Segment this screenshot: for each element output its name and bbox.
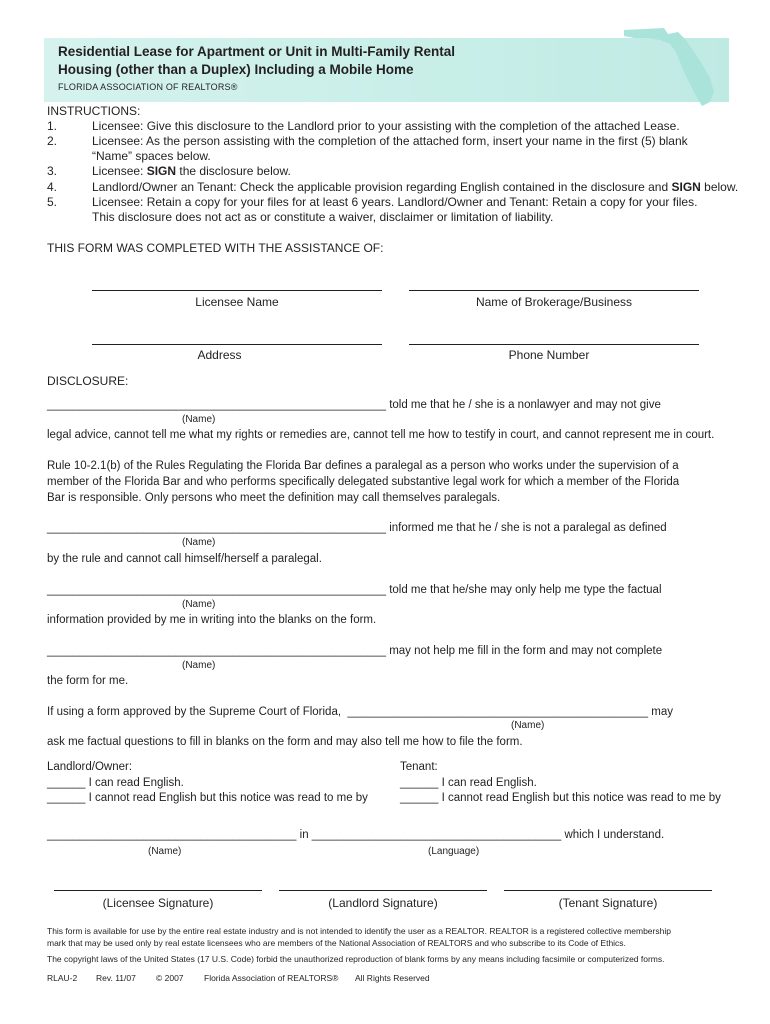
disclosure-name-blank-5[interactable]: _______________________________________________ bbox=[347, 706, 649, 718]
landlord-cannot-read: ______ I cannot read English but this notice was read to me by bbox=[47, 792, 368, 804]
instruction-number-4: 4. bbox=[47, 180, 58, 194]
sign-emphasis: SIGN bbox=[671, 180, 701, 194]
landlord-can-read: ______ I can read English. bbox=[47, 777, 184, 789]
tenant-signature-label: (Tenant Signature) bbox=[558, 896, 658, 910]
form-title-line1: Residential Lease for Apartment or Unit in Multi-Family Rental bbox=[58, 44, 456, 59]
instructions-heading: INSTRUCTIONS: bbox=[47, 104, 141, 118]
address-field[interactable] bbox=[92, 344, 382, 345]
sign-emphasis: SIGN bbox=[146, 164, 177, 178]
disclosure-heading: DISCLOSURE: bbox=[47, 374, 129, 388]
instruction-3: Licensee: SIGN the disclosure below. bbox=[92, 164, 291, 178]
disclosure-name-blank-4[interactable]: _____________________________________________________ may not help me fill in the form and may not complete bbox=[47, 645, 663, 657]
florida-map-icon bbox=[620, 22, 720, 108]
landlord-cannot-read-check[interactable]: ______ bbox=[47, 792, 86, 804]
form-title-line2: Housing (other than a Duplex) Including a Mobile Home bbox=[58, 62, 414, 77]
footer-association: Florida Association of REALTORS® bbox=[204, 973, 339, 983]
reader-name-blank[interactable]: _______________________________________ bbox=[47, 829, 297, 841]
language-label: (Language) bbox=[428, 846, 480, 857]
disclosure-paragraph-5: If using a form approved by the Supreme Court of Florida, _______________________________________________ may bbox=[47, 706, 673, 718]
tenant-cannot-read: ______ I cannot read English but this notice was read to me by bbox=[400, 792, 721, 804]
landlord-can-read-check[interactable]: ______ bbox=[47, 777, 86, 789]
tenant-signature-line[interactable] bbox=[504, 890, 712, 891]
language-blank[interactable]: _______________________________________ bbox=[311, 829, 562, 841]
brokerage-name-field[interactable] bbox=[409, 290, 699, 291]
tenant-cannot-read-check[interactable]: ______ bbox=[400, 792, 439, 804]
instruction-number-5: 5. bbox=[47, 195, 58, 209]
disclosure-name-blank-3[interactable]: _____________________________________________________ told me that he/she may only help me type the factual bbox=[47, 584, 662, 596]
instruction-2-cont: “Name” spaces below. bbox=[92, 149, 211, 163]
footer-disclaimer-1: This form is available for use by the entire real estate industry and is not intended to identify the user as a REALTOR. REALTOR is a registered collective membership bbox=[47, 926, 671, 936]
disclosure-name-blank-2[interactable]: _____________________________________________________ informed me that he / she is not a paralegal as defined bbox=[47, 522, 667, 534]
instruction-number-2: 2. bbox=[47, 134, 58, 148]
address-label: Address bbox=[197, 348, 242, 362]
instruction-number-1: 1. bbox=[47, 119, 58, 133]
licensee-name-label: Licensee Name bbox=[195, 295, 279, 309]
name-label: (Name) bbox=[182, 599, 216, 610]
instruction-2: Licensee: As the person assisting with the completion of the attached form, insert your name in the first (5) blank bbox=[92, 134, 688, 148]
disclosure-name-blank-1[interactable]: _____________________________________________________ told me that he / she is a nonlawyer and may not give bbox=[47, 399, 661, 411]
instruction-4: Landlord/Owner an Tenant: Check the applicable provision regarding English contained in the disclosure and SIGN below. bbox=[92, 180, 739, 194]
footer-disclaimer-2: mark that may be used only by real estate licensees who are members of the National Association of REALTORS and who subscribe to its Code of Ethics. bbox=[47, 938, 626, 948]
rule-line-1: Rule 10-2.1(b) of the Rules Regulating the Florida Bar defines a paralegal as a person who works under the supervision of a bbox=[47, 460, 679, 472]
instruction-1: Licensee: Give this disclosure to the Landlord prior to your assisting with the completion of the attached Lease. bbox=[92, 119, 680, 133]
assistance-heading: THIS FORM WAS COMPLETED WITH THE ASSISTANCE OF: bbox=[47, 241, 384, 255]
landlord-label: Landlord/Owner: bbox=[47, 761, 133, 773]
form-revision: Rev. 11/07 bbox=[96, 973, 136, 983]
disclosure-paragraph-1: legal advice, cannot tell me what my rights or remedies are, cannot tell me how to testify in court, and cannot represent me in court. bbox=[47, 429, 715, 441]
rule-line-2: member of the Florida Bar and who performs specifically delegated substantive legal work for which a member of the Florida bbox=[47, 476, 680, 488]
language-line: _______________________________________ in _______________________________________ which I understand. bbox=[47, 829, 665, 841]
landlord-signature-line[interactable] bbox=[279, 890, 487, 891]
disclosure-paragraph-5-cont: ask me factual questions to fill in blanks on the form and may also tell me how to file the form. bbox=[47, 736, 523, 748]
footer-copyright-law: The copyright laws of the United States (17 U.S. Code) forbid the unauthorized reproduction of blank forms by any means including facsimile or computerized forms. bbox=[47, 954, 665, 964]
phone-field[interactable] bbox=[409, 344, 699, 345]
landlord-signature-label: (Landlord Signature) bbox=[328, 896, 438, 910]
name-label: (Name) bbox=[182, 537, 216, 548]
instruction-5: Licensee: Retain a copy for your files for at least 6 years. Landlord/Owner and Tenant: Retain a copy for your files. bbox=[92, 195, 698, 209]
tenant-label: Tenant: bbox=[400, 761, 438, 773]
association-name: FLORIDA ASSOCIATION OF REALTORS® bbox=[58, 82, 238, 92]
name-label: (Name) bbox=[511, 720, 545, 731]
licensee-name-field[interactable] bbox=[92, 290, 382, 291]
tenant-can-read-check[interactable]: ______ bbox=[400, 777, 439, 789]
brokerage-label: Name of Brokerage/Business bbox=[475, 295, 633, 309]
disclosure-paragraph-4: the form for me. bbox=[47, 675, 129, 687]
licensee-signature-label: (Licensee Signature) bbox=[102, 896, 214, 910]
copyright-year: © 2007 bbox=[156, 973, 184, 983]
disclosure-paragraph-2: by the rule and cannot call himself/herself a paralegal. bbox=[47, 553, 322, 565]
form-id: RLAU-2 bbox=[47, 973, 78, 983]
disclosure-paragraph-3: information provided by me in writing into the blanks on the form. bbox=[47, 614, 377, 626]
instruction-5-cont: This disclosure does not act as or constitute a waiver, disclaimer or limitation of liability. bbox=[92, 210, 554, 224]
reader-name-label: (Name) bbox=[148, 846, 182, 857]
rights-reserved: All Rights Reserved bbox=[355, 973, 430, 983]
phone-label: Phone Number bbox=[508, 348, 590, 362]
tenant-can-read: ______ I can read English. bbox=[400, 777, 537, 789]
rule-line-3: Bar is responsible. Only persons who meet the definition may call themselves paralegals. bbox=[47, 492, 501, 504]
instruction-number-3: 3. bbox=[47, 164, 58, 178]
licensee-signature-line[interactable] bbox=[54, 890, 262, 891]
name-label: (Name) bbox=[182, 660, 216, 671]
name-label: (Name) bbox=[182, 414, 216, 425]
